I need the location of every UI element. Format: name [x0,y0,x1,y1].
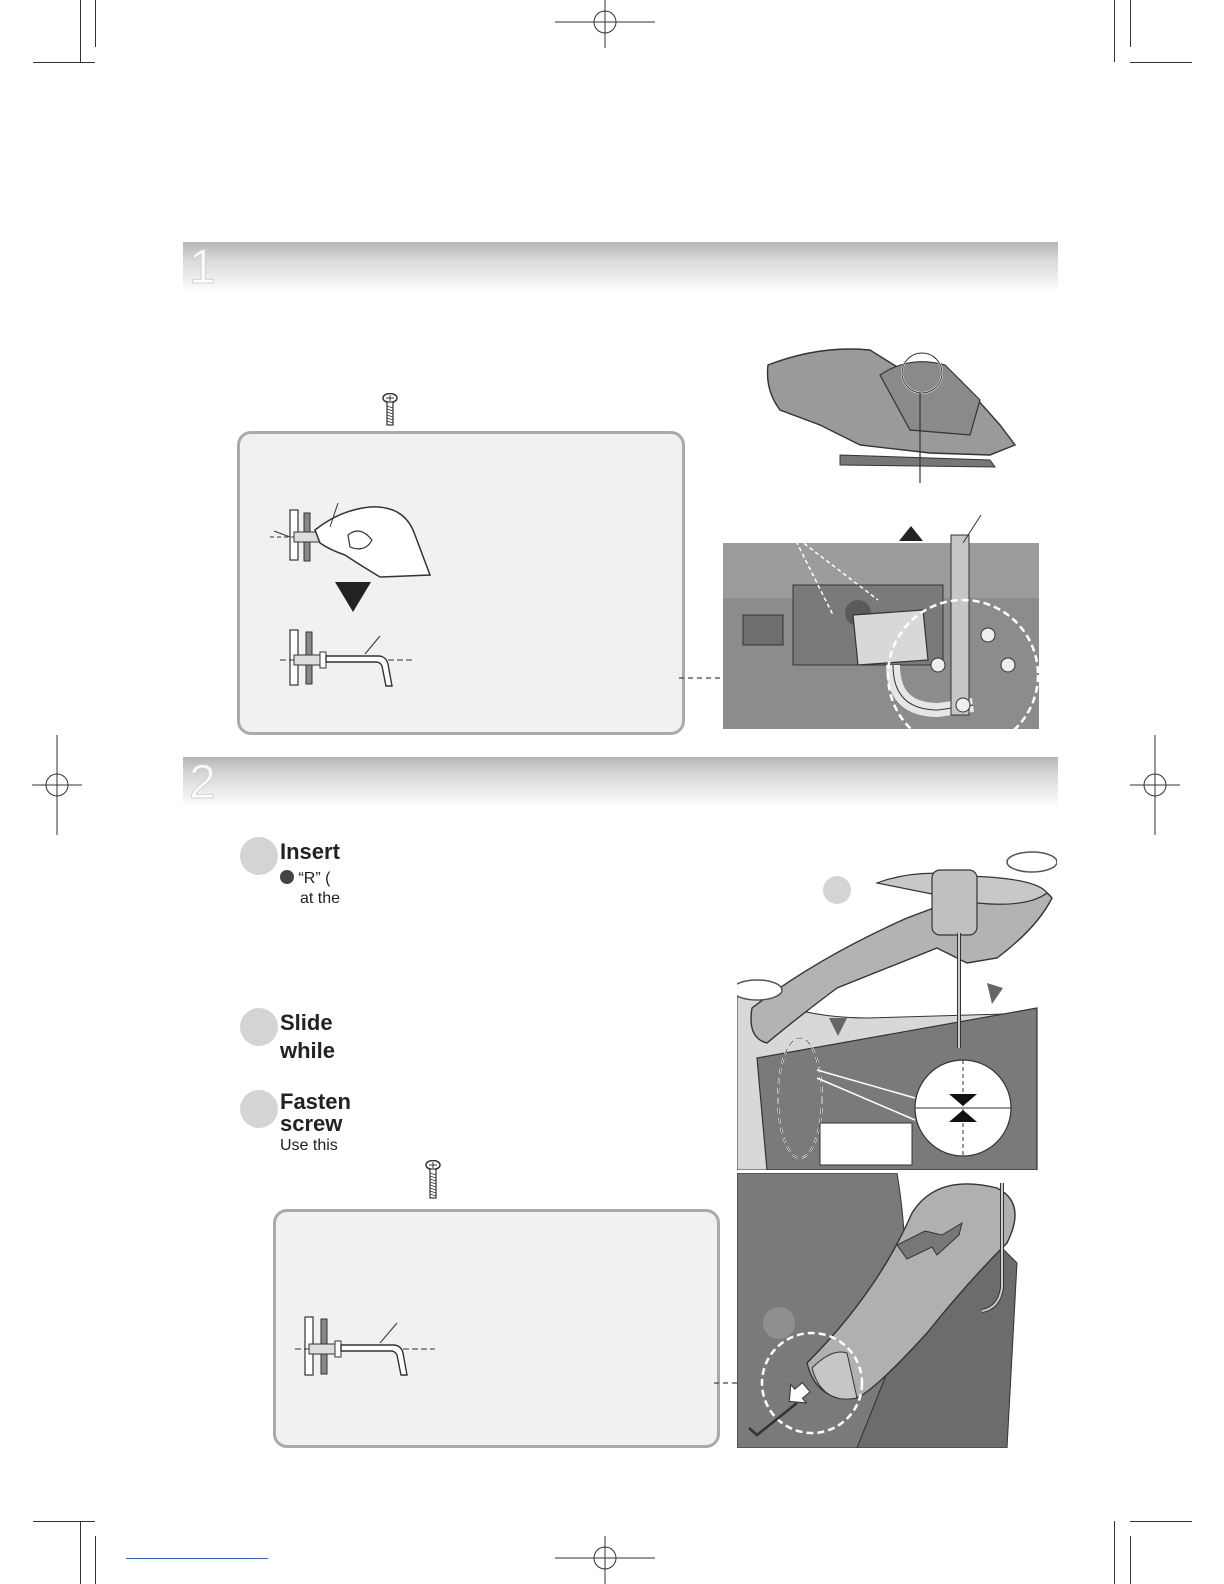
bullet-icon [280,870,294,884]
step-circle [240,1008,278,1046]
callout-box-1 [237,431,685,735]
step-circle [240,1090,278,1128]
hex-wrench-icon [280,628,415,688]
down-arrow-icon [335,582,371,612]
step-slide [240,1008,348,1070]
screw-icon [425,1160,441,1200]
step-title: Slide [280,1010,333,1035]
section-number: 2 [189,756,216,809]
armrest-illustration [737,848,1057,1170]
registration-mark-icon [555,0,655,48]
registration-mark-icon [32,735,82,835]
step-title-line-2: screw [280,1111,343,1136]
section-header-1 [183,242,1058,292]
section-header-2 [183,757,1058,807]
step-note: Use this [280,1137,338,1154]
bracket-closeup [723,515,1039,729]
section-number: 1 [189,241,216,294]
hand-icon [270,495,440,580]
footer-underline [126,1558,268,1559]
step-fasten [240,1089,351,1160]
step-title: Fasten [280,1089,351,1114]
connector-line [679,672,729,682]
registration-mark-icon [555,1536,655,1584]
step-line [280,869,330,889]
armrest-fasten-illustration [737,1173,1037,1448]
registration-mark-icon [1130,735,1180,835]
hex-wrench-icon [295,1315,435,1377]
step-line-2: at the [300,890,341,903]
step-circle [240,837,278,875]
step-title-line-2: while [280,1038,336,1063]
step-title: Insert [280,839,340,864]
massage-chair-illustration [760,335,1020,485]
screw-icon [382,393,398,427]
step-insert [240,837,348,907]
step-line-1: “R” ( [298,870,331,887]
